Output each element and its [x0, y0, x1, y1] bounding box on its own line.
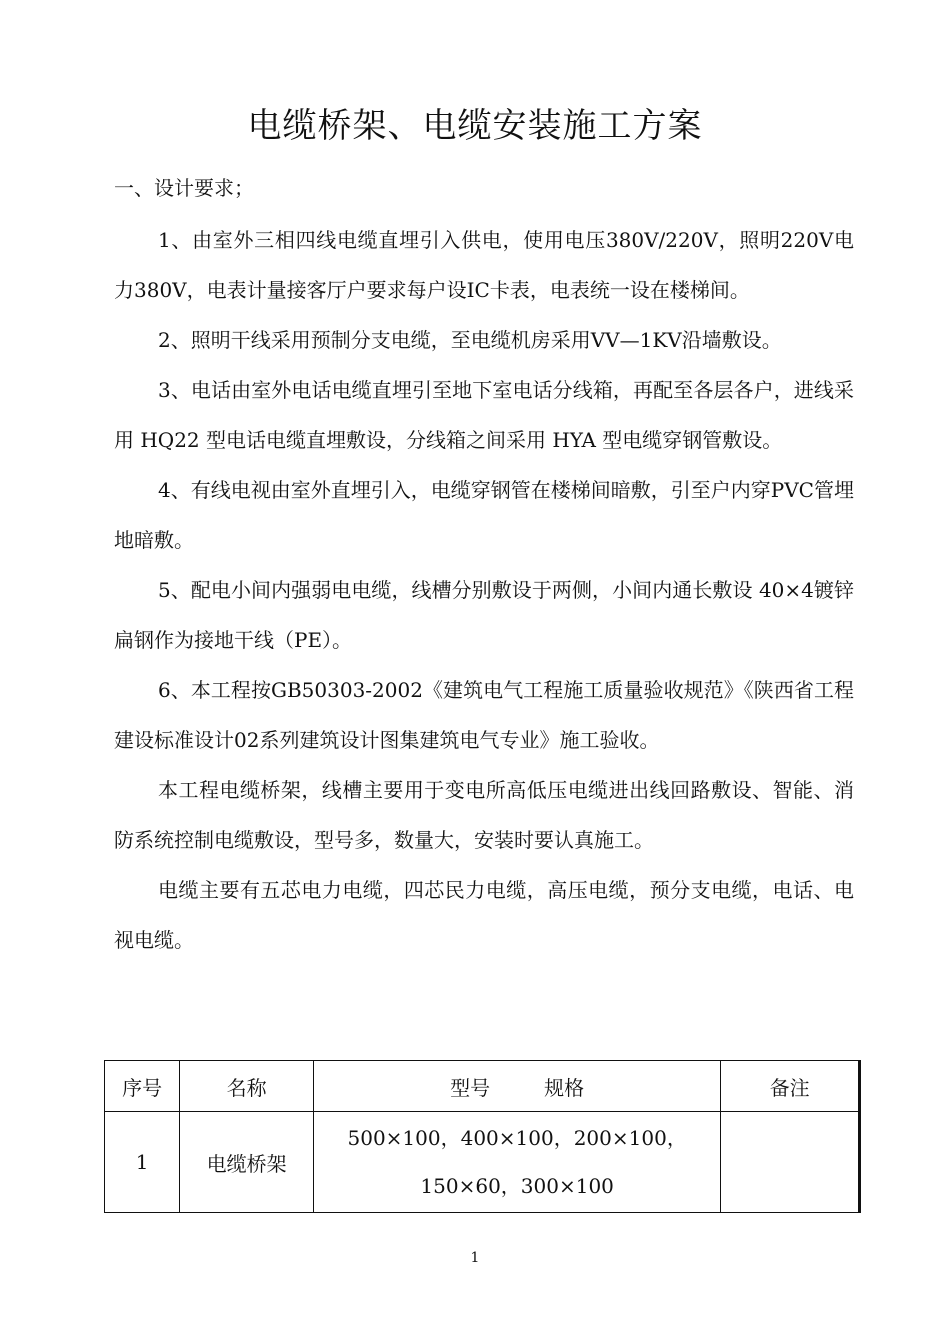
paragraph-2: 2、照明干线采用预制分支电缆，至电缆机房采用VV—1KV沿墙敷设。 [158, 328, 782, 352]
header-spec: 规格 [544, 1075, 585, 1100]
paragraph-6: 6、本工程按GB50303-2002《建筑电气工程施工质量验收规范》《陕西省工程建设标准设计02系列建筑设计图集建筑电气专业》施工验收。 [114, 678, 854, 752]
spec-line-1: 500×100，400×100，200×100， [347, 1126, 687, 1150]
header-index: 序号 [105, 1061, 180, 1112]
section-heading: 一、设计要求； [114, 176, 254, 200]
paragraph-5: 5、配电小间内强弱电电缆，线槽分别敷设于两侧，小间内通长敷设 40×4镀锌扁钢作为接地干线（PE）。 [114, 578, 854, 652]
body-text [114, 215, 854, 965]
header-model-spec [313, 1061, 720, 1112]
document-title: 电缆桥架、电缆安装施工方案 [247, 106, 703, 146]
cell-name: 电缆桥架 [180, 1112, 314, 1213]
header-name: 名称 [180, 1061, 314, 1112]
header-model: 型号 [450, 1075, 491, 1100]
cell-spec [313, 1112, 720, 1213]
table-row [105, 1112, 860, 1213]
cell-remarks [721, 1112, 860, 1213]
paragraph-8: 电缆主要有五芯电力电缆，四芯民力电缆，高压电缆，预分支电缆，电话、电视电缆。 [114, 878, 854, 952]
cell-index: 1 [105, 1112, 180, 1213]
paragraph-4: 4、有线电视由室外直埋引入，电缆穿钢管在楼梯间暗敷，引至户内穿PVC管埋地暗敷。 [114, 478, 854, 552]
spec-line-2: 150×60，300×100 [420, 1174, 614, 1198]
paragraph-3: 3、电话由室外电话电缆直埋引至地下室电话分线箱，再配至各层各户，进线采用 HQ22 型电话电缆直埋敷设，分线箱之间采用 HYA 型电缆穿钢管敷设。 [114, 378, 854, 452]
header-remarks: 备注 [721, 1061, 860, 1112]
paragraph-1: 1、由室外三相四线电缆直埋引入供电，使用电压380V/220V，照明220V电力380V，电表计量接客厅户要求每户设IC卡表，电表统一设在楼梯间。 [114, 228, 854, 302]
table-header-row [105, 1061, 860, 1112]
paragraph-7: 本工程电缆桥架，线槽主要用于变电所高低压电缆进出线回路敷设、智能、消防系统控制电缆敷设，型号多，数量大，安装时要认真施工。 [114, 778, 854, 852]
page-number: 1 [470, 1250, 480, 1266]
spec-table [104, 1060, 861, 1213]
